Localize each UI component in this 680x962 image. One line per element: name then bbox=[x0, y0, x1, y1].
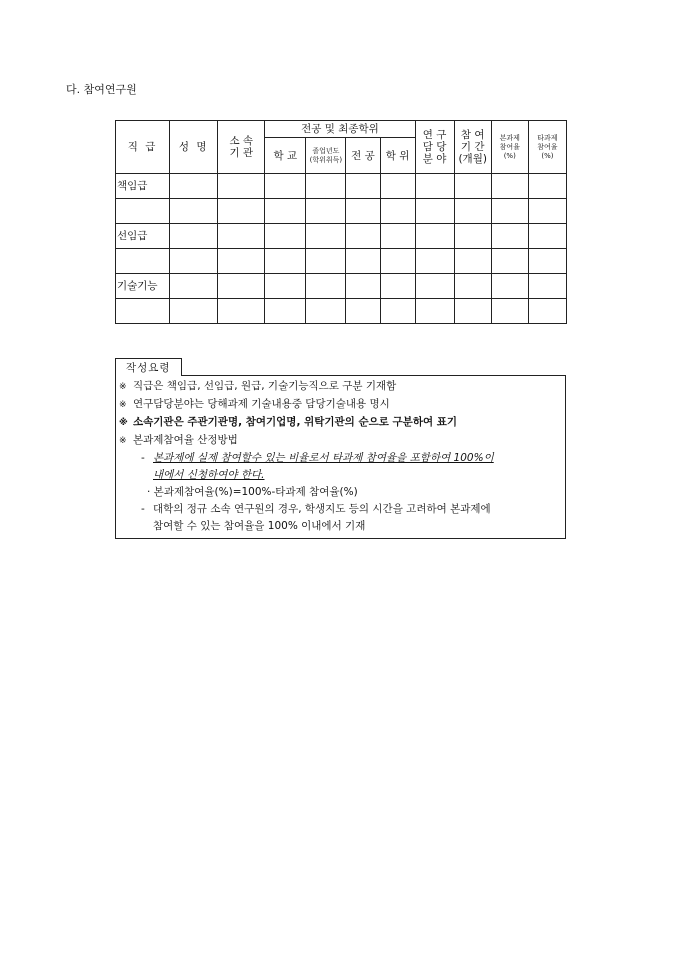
table-cell bbox=[346, 249, 380, 274]
table-cell bbox=[265, 224, 306, 249]
header-period-line2: 기 간 bbox=[460, 141, 485, 153]
table-cell bbox=[454, 299, 491, 324]
table-cell bbox=[415, 174, 454, 199]
table-cell bbox=[265, 249, 306, 274]
dash-mark: - bbox=[141, 452, 145, 464]
header-other-rate-line3: (%) bbox=[541, 151, 554, 160]
table-cell bbox=[346, 174, 380, 199]
header-research-line3: 분 야 bbox=[422, 153, 447, 165]
table-cell bbox=[306, 224, 346, 249]
section-title: 다. 참여연구원 bbox=[66, 83, 137, 96]
table-cell bbox=[380, 274, 415, 299]
table-cell bbox=[380, 299, 415, 324]
header-own-rate-line3: (%) bbox=[503, 151, 516, 160]
table-cell bbox=[346, 274, 380, 299]
table-cell bbox=[306, 274, 346, 299]
header-school: 학 교 bbox=[265, 138, 306, 174]
header-grad-year bbox=[306, 138, 346, 174]
header-own-rate-line1: 본과제 bbox=[499, 133, 520, 142]
header-research-line1: 연 구 bbox=[422, 129, 447, 141]
table-cell bbox=[491, 224, 528, 249]
guide-item bbox=[119, 396, 562, 414]
guide-tab-label: 작성요령 bbox=[115, 358, 182, 376]
table-cell bbox=[306, 174, 346, 199]
dash-mark: - bbox=[141, 503, 145, 515]
header-own-rate-line2: 참여율 bbox=[499, 142, 520, 151]
table-cell bbox=[306, 299, 346, 324]
table-row bbox=[116, 224, 567, 249]
table-cell bbox=[265, 199, 306, 224]
table-cell bbox=[346, 299, 380, 324]
rank-cell bbox=[116, 249, 170, 274]
header-degree: 학 위 bbox=[380, 138, 415, 174]
table-cell bbox=[170, 199, 218, 224]
header-period-line1: 참 여 bbox=[460, 129, 485, 141]
note-mark-icon: ※ bbox=[119, 382, 127, 392]
table-cell bbox=[415, 299, 454, 324]
header-degree-group: 전공 및 최종학위 bbox=[265, 121, 415, 138]
guide-item bbox=[119, 414, 562, 432]
table-cell bbox=[528, 174, 566, 199]
rank-cell bbox=[116, 299, 170, 324]
table-cell bbox=[380, 174, 415, 199]
table-row bbox=[116, 274, 567, 299]
table-row bbox=[116, 249, 567, 274]
note-mark-icon: ※ bbox=[119, 400, 127, 410]
guide-sub-item-cont: 참여할 수 있는 참여율을 100% 이내에서 기재 bbox=[153, 520, 366, 532]
header-affiliation-line1: 소 속 bbox=[229, 135, 254, 147]
table-cell bbox=[380, 224, 415, 249]
table-cell bbox=[218, 249, 265, 274]
table-cell bbox=[346, 224, 380, 249]
guide-box bbox=[115, 375, 566, 539]
table-cell bbox=[170, 299, 218, 324]
guide-item-text: 본과제참여율 산정방법 bbox=[133, 434, 238, 446]
table-cell bbox=[170, 174, 218, 199]
header-other-rate bbox=[528, 121, 566, 174]
rank-cell bbox=[116, 199, 170, 224]
table-cell bbox=[528, 249, 566, 274]
table-cell bbox=[170, 274, 218, 299]
table-cell bbox=[491, 174, 528, 199]
rank-cell: 기술기능 bbox=[116, 274, 170, 299]
table-cell bbox=[528, 299, 566, 324]
note-mark-icon: ※ bbox=[119, 436, 127, 446]
table-cell bbox=[454, 249, 491, 274]
table-cell bbox=[306, 199, 346, 224]
header-research-line2: 담 당 bbox=[422, 141, 447, 153]
header-other-rate-line1: 타과제 bbox=[537, 133, 558, 142]
guide-formula: · 본과제참여율(%)=100%-타과제 참여율(%) bbox=[147, 486, 358, 498]
table-cell bbox=[170, 224, 218, 249]
table-cell bbox=[415, 249, 454, 274]
table-cell bbox=[528, 199, 566, 224]
table-cell bbox=[380, 249, 415, 274]
table-cell bbox=[170, 249, 218, 274]
table-cell bbox=[528, 224, 566, 249]
guide-sub-item bbox=[119, 450, 562, 467]
header-period bbox=[454, 121, 491, 174]
researcher-table bbox=[115, 120, 567, 324]
table-cell bbox=[491, 249, 528, 274]
header-affiliation bbox=[218, 121, 265, 174]
table-cell bbox=[454, 174, 491, 199]
header-rank: 직 급 bbox=[116, 121, 170, 174]
header-grad-year-line2: (학위취득) bbox=[309, 155, 343, 164]
table-cell bbox=[218, 299, 265, 324]
guide-item-text: 연구담당분야는 당해과제 기술내용중 담당기술내용 명시 bbox=[133, 398, 390, 410]
table-cell bbox=[265, 274, 306, 299]
table-row bbox=[116, 174, 567, 199]
table-cell bbox=[491, 274, 528, 299]
table-cell bbox=[265, 299, 306, 324]
table-cell bbox=[218, 199, 265, 224]
table-cell bbox=[454, 224, 491, 249]
table-cell bbox=[380, 199, 415, 224]
header-grad-year-line1: 졸업년도 bbox=[312, 146, 340, 155]
header-affiliation-line2: 기 관 bbox=[229, 147, 254, 159]
table-cell bbox=[454, 199, 491, 224]
guide-sub-text: 대학의 정규 소속 연구원의 경우, 학생지도 등의 시간을 고려하여 본과제에 bbox=[153, 503, 491, 515]
table-cell bbox=[306, 249, 346, 274]
guide-sub-text: 본과제에 실제 참여할수 있는 비율로서 타과제 참여율을 포함하여 100%이 bbox=[153, 452, 494, 464]
table-cell bbox=[454, 274, 491, 299]
header-own-rate bbox=[491, 121, 528, 174]
rank-cell: 책임급 bbox=[116, 174, 170, 199]
table-cell bbox=[218, 224, 265, 249]
table-cell bbox=[491, 299, 528, 324]
table-cell bbox=[491, 199, 528, 224]
guide-item-text: 직급은 책임급, 선임급, 원급, 기술기능직으로 구분 기재함 bbox=[133, 380, 397, 392]
table-cell bbox=[218, 274, 265, 299]
table-row bbox=[116, 299, 567, 324]
header-other-rate-line2: 참여율 bbox=[537, 142, 558, 151]
guide-item bbox=[119, 432, 562, 450]
guide-sub-text: 내에서 신청하여야 한다. bbox=[153, 469, 265, 481]
header-period-line3: (개월) bbox=[458, 153, 487, 165]
guide-item bbox=[119, 378, 562, 396]
note-mark-icon: ※ bbox=[119, 418, 128, 428]
table-cell bbox=[415, 274, 454, 299]
guide-item-text: 소속기관은 주관기관명, 참여기업명, 위탁기관의 순으로 구분하여 표기 bbox=[133, 416, 458, 428]
header-name: 성 명 bbox=[170, 121, 218, 174]
header-research-field bbox=[415, 121, 454, 174]
table-cell bbox=[528, 274, 566, 299]
guide-sub-item bbox=[119, 501, 562, 518]
table-cell bbox=[218, 174, 265, 199]
table-row bbox=[116, 199, 567, 224]
guide-sub-item-cont bbox=[119, 467, 562, 484]
table-cell bbox=[346, 199, 380, 224]
table-cell bbox=[415, 199, 454, 224]
writing-guide bbox=[115, 357, 566, 539]
header-major: 전 공 bbox=[346, 138, 380, 174]
rank-cell: 선임급 bbox=[116, 224, 170, 249]
table-cell bbox=[265, 174, 306, 199]
table-cell bbox=[415, 224, 454, 249]
